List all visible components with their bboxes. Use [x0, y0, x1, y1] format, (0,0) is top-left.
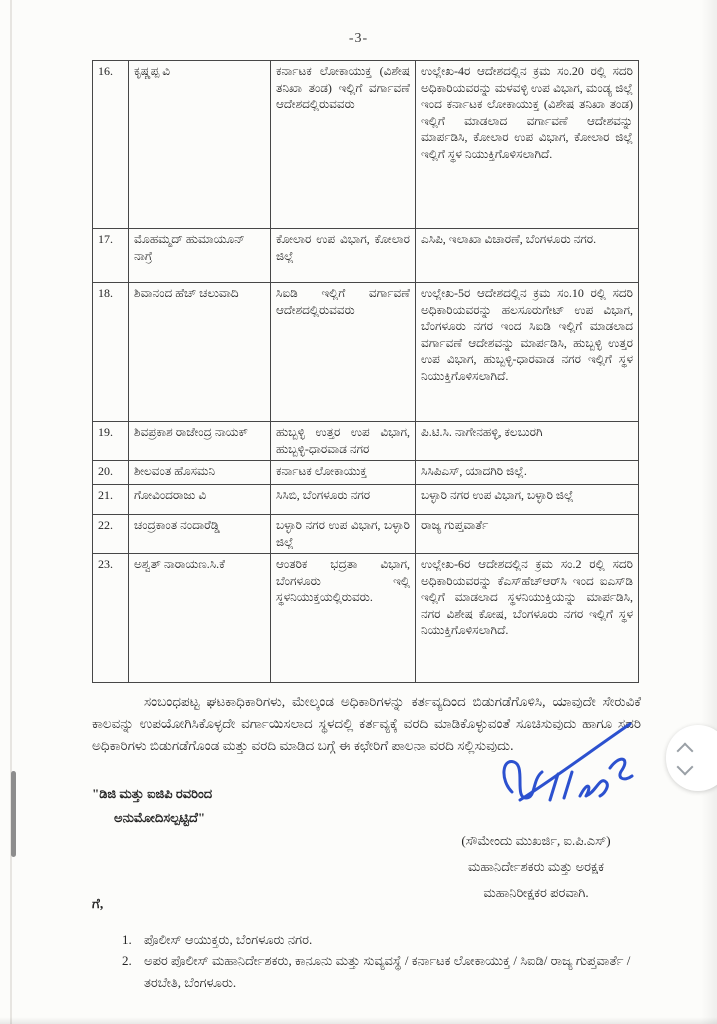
- distribution-list: [122, 929, 647, 993]
- cell-serial: 23.: [93, 554, 129, 683]
- cell-present-posting: ಹುಬ್ಬಳ್ಳಿ ಉತ್ತರ ಉಪ ವಿಭಾಗ, ಹುಬ್ಬಳ್ಳಿ-ಧಾರವಾಡ ನಗರ: [271, 422, 416, 461]
- table-row: [93, 461, 639, 485]
- instruction-paragraph: ಸಂಬಂಧಪಟ್ಟ ಘಟಕಾಧಿಕಾರಿಗಳು, ಮೇಲ್ಕಂಡ ಅಧಿಕಾರಿಗಳನ್ನು ಕರ್ತವ್ಯದಿಂದ ಬಿಡುಗಡೆಗೊಳಿಸಿ, ಯಾವುದೇ ಸೇರುವಿಕೆ ಕಾಲವನ್ನು ಉಪಯೋಗಿಸಿಕೊಳ್ಳದೇ ವರ್ಗಾಯಿಸಲಾದ ಸ್ಥಳದಲ್ಲಿ ಕರ್ತವ್ಯಕ್ಕೆ ವರದಿ ಮಾಡಿಕೊಳ್ಳುವಂತೆ ಸೂಚಿಸುವುದು ಹಾಗೂ ಸದರಿ ಅಧಿಕಾರಿಗಳು ಬಿಡುಗಡೆಗೊಂಡ ಮತ್ತು ವರದಿ ಮಾಡಿದ ಬಗ್ಗೆ ಈ ಕಛೇರಿಗೆ ಪಾಲನಾ ವರದಿ ಸಲ್ಲಿಸುವುದು.: [92, 694, 641, 753]
- approval-note-line1: "ಡಿಜಿ ಮತ್ತು ಐಜಿಪಿ ರವರಿಂದ: [92, 786, 213, 801]
- table-row: [93, 485, 639, 515]
- signatory-block: [422, 828, 650, 906]
- cell-officer-name: ಚಂದ್ರಕಾಂತ ನಂದಾರೆಡ್ಡಿ: [129, 515, 271, 554]
- scroll-down-button[interactable]: [678, 763, 694, 774]
- table-row: [93, 61, 639, 229]
- cell-officer-name: ಶೀಲವಂತ ಹೊಸಮನಿ: [129, 461, 271, 485]
- list-item: [122, 929, 647, 950]
- list-item-text: ಪೊಲೀಸ್ ಆಯುಕ್ತರು, ಬೆಂಗಳೂರು ನಗರ.: [144, 932, 313, 947]
- cell-serial: 17.: [93, 229, 129, 283]
- cell-officer-name: ಮೊಹಮ್ಮದ್ ಹುಮಾಯೂನ್ ನಾಗ್ರೆ: [129, 229, 271, 283]
- scan-right-edge: [701, 0, 717, 1024]
- cell-present-posting: ಸಿಐಡಿ ಇಲ್ಲಿಗೆ ವರ್ಗಾವಣೆ ಆದೇಶದಲ್ಲಿರುವವರು: [271, 283, 416, 422]
- table-row: [93, 422, 639, 461]
- cell-serial: 20.: [93, 461, 129, 485]
- distribution-salutation: ಗೆ,: [92, 896, 104, 911]
- cell-serial: 21.: [93, 485, 129, 515]
- cell-officer-name: ಕೃಷ್ಣಪ್ಪ ವಿ: [129, 61, 271, 229]
- table-row: [93, 554, 639, 683]
- cell-transfer-order: ಎಸಿಪಿ, ಇಲಾಖಾ ವಿಚಾರಣೆ, ಬೆಂಗಳೂರು ನಗರ.: [416, 229, 639, 283]
- scan-left-edge: [10, 0, 12, 1024]
- cell-officer-name: ಅಶ್ವತ್ ನಾರಾಯಣ.ಸಿ.ಕೆ: [129, 554, 271, 683]
- cell-officer-name: ಶಿವಾನಂದ ಹೆಚ್ ಚಲುವಾದಿ: [129, 283, 271, 422]
- signature-ink: [492, 710, 642, 820]
- cell-present-posting: ಆಂತರಿಕ ಭದ್ರತಾ ವಿಭಾಗ, ಬೆಂಗಳೂರು ಇಲ್ಲಿ ಸ್ಥಳನಿಯುಕ್ತಯಲ್ಲಿರುವರು.: [271, 554, 416, 683]
- cell-transfer-order: ಉಲ್ಲೇಖ-5ರ ಆದೇಶದಲ್ಲಿನ ಕ್ರಮ ಸಂ.10 ರಲ್ಲಿ ಸದರಿ ಅಧಿಕಾರಿಯವರನ್ನು ಹಲಸೂರುಗೇಟ್ ಉಪ ವಿಭಾಗ, ಬೆಂಗಳೂರು ನಗರ ಇಂದ ಸಿಐಡಿ ಇಲ್ಲಿಗೆ ಮಾಡಲಾದ ವರ್ಗಾವಣೆ ಆದೇಶವನ್ನು ಮಾರ್ಪಡಿಸಿ, ಹುಬ್ಬಳ್ಳಿ ಉತ್ತರ ಉಪ ವಿಭಾಗ, ಹುಬ್ಬಳ್ಳಿ-ಧಾರವಾಡ ನಗರ ಇಲ್ಲಿಗೆ ಸ್ಥಳ ನಿಯುಕ್ತಿಗೊಳಿಸಲಾಗಿದೆ.: [416, 283, 639, 422]
- signature-icon: [492, 710, 642, 820]
- cell-transfer-order: ಸಿಸಿಪಿಎಸ್, ಯಾದಗಿರಿ ಜಿಲ್ಲೆ.: [416, 461, 639, 485]
- scan-bottom-edge: [0, 1017, 717, 1024]
- table-row: [93, 515, 639, 554]
- list-item: [122, 950, 647, 993]
- cell-transfer-order: ಉಲ್ಲೇಖ-4ರ ಆದೇಶದಲ್ಲಿನ ಕ್ರಮ ಸಂ.20 ರಲ್ಲಿ ಸದರಿ ಅಧಿಕಾರಿಯವರನ್ನು ಮಳವಳ್ಳಿ ಉಪ ವಿಭಾಗ, ಮಂಡ್ಯ ಜಿಲ್ಲೆ ಇಂದ ಕರ್ನಾಟಕ ಲೋಕಾಯುಕ್ತ (ವಿಶೇಷ ತನಿಖಾ ತಂಡ) ಇಲ್ಲಿಗೆ ಮಾಡಲಾದ ವರ್ಗಾವಣೆ ಆದೇಶವನ್ನು ಮಾರ್ಪಡಿಸಿ, ಕೋಲಾರ ಉಪ ವಿಭಾಗ, ಕೋಲಾರ ಜಿಲ್ಲೆ ಇಲ್ಲಿಗೆ ಸ್ಥಳ ನಿಯುಕ್ತಿಗೊಳಿಸಲಾಗಿದೆ.: [416, 61, 639, 229]
- cell-transfer-order: ಉಲ್ಲೇಖ-6ರ ಆದೇಶದಲ್ಲಿನ ಕ್ರಮ ಸಂ.2 ರಲ್ಲಿ ಸದರಿ ಅಧಿಕಾರಿಯವರನ್ನು ಕೆಎಸ್‌ಹೆಚ್‌ಆರ್‌ಸಿ ಇಂದ ಐಎಸ್‌ಡಿ ಇಲ್ಲಿಗೆ ಮಾಡಲಾದ ಸ್ಥಳನಿಯುಕ್ತಿಯನ್ನು ಮಾರ್ಪಡಿಸಿ, ನಗರ ವಿಶೇಷ ಕೋಷ, ಬೆಂಗಳೂರು ನಗರ ಇಲ್ಲಿಗೆ ಸ್ಥಳ ನಿಯುಕ್ತಿಗೊಳಿಸಲಾಗಿದೆ.: [416, 554, 639, 683]
- signatory-name: (ಸೌಮೇಂದು ಮುಖರ್ಜಿ, ಐ.ಪಿ.ಎಸ್): [461, 833, 611, 848]
- chevron-down-icon: [677, 759, 694, 776]
- cell-present-posting: ಬಳ್ಳಾರಿ ನಗರ ಉಪ ವಿಭಾಗ, ಬಳ್ಳಾರಿ ಜಿಲ್ಲೆ: [271, 515, 416, 554]
- approval-note-line2: ಅನುಮೋದಿಸಲ್ಪಟ್ಟಿದೆ": [114, 810, 206, 826]
- signatory-designation-line2: ಮಹಾನಿರೀಕ್ಷಕರ ಪರವಾಗಿ.: [483, 885, 589, 900]
- cell-officer-name: ಗೋವಿಂದರಾಜು ವಿ: [129, 485, 271, 515]
- scroll-up-button[interactable]: [678, 742, 694, 753]
- approval-note: [92, 782, 302, 830]
- list-item-number: 1.: [122, 932, 132, 947]
- list-item-number: 2.: [122, 953, 132, 969]
- cell-present-posting: ಕರ್ನಾಟಕ ಲೋಕಾಯುಕ್ತ: [271, 461, 416, 485]
- cell-transfer-order: ರಾಜ್ಯ ಗುಪ್ತವಾರ್ತೆ: [416, 515, 639, 554]
- scrollbar-thumb[interactable]: [11, 771, 16, 857]
- cell-serial: 16.: [93, 61, 129, 229]
- cell-serial: 19.: [93, 422, 129, 461]
- page-navigation-pill: [666, 725, 717, 791]
- page-number: -3-: [348, 31, 369, 46]
- cell-serial: 22.: [93, 515, 129, 554]
- cell-officer-name: ಶಿವಪ್ರಕಾಶ ರಾಜೇಂದ್ರ ನಾಯಕ್: [129, 422, 271, 461]
- transfer-orders-table: [92, 60, 639, 683]
- cell-serial: 18.: [93, 283, 129, 422]
- list-item-text: ಅಪರ ಪೊಲೀಸ್ ಮಹಾನಿರ್ದೇಶಕರು, ಕಾನೂನು ಮತ್ತು ಸುವ್ಯವಸ್ಥೆ / ಕರ್ನಾಟಕ ಲೋಕಾಯುಕ್ತ / ಸಿಐಡಿ/ ರಾಜ್ಯ ಗುಪ್ತವಾರ್ತೆ / ತರಬೇತಿ, ಬೆಂಗಳೂರು.: [144, 953, 631, 990]
- table-row: [93, 283, 639, 422]
- cell-present-posting: ಕೋಲಾರ ಉಪ ವಿಭಾಗ, ಕೋಲಾರ ಜಿಲ್ಲೆ: [271, 229, 416, 283]
- cell-transfer-order: ಬಳ್ಳಾರಿ ನಗರ ಉಪ ವಿಭಾಗ, ಬಳ್ಳಾರಿ ಜಿಲ್ಲೆ: [416, 485, 639, 515]
- cell-transfer-order: ಪಿ.ಟಿ.ಸಿ. ನಾಗೇನಹಳ್ಳಿ, ಕಲಬುರಗಿ: [416, 422, 639, 461]
- chevron-up-icon: [677, 743, 694, 760]
- cell-present-posting: ಸಿಸಿಬಿ, ಬೆಂಗಳೂರು ನಗರ: [271, 485, 416, 515]
- cell-present-posting: ಕರ್ನಾಟಕ ಲೋಕಾಯುಕ್ತ (ವಿಶೇಷ ತನಿಖಾ ತಂಡ) ಇಲ್ಲಿಗೆ ವರ್ಗಾವಣೆ ಆದೇಶದಲ್ಲಿರುವವರು: [271, 61, 416, 229]
- signatory-designation-line1: ಮಹಾನಿರ್ದೇಶಕರು ಮತ್ತು ಅರಕ್ಷಕ: [468, 859, 604, 874]
- table-row: [93, 229, 639, 283]
